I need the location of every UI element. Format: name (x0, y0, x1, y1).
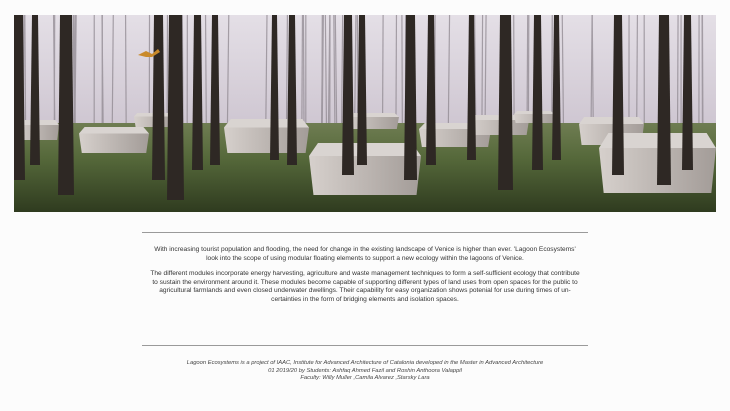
paragraph-modules: The different modules incorporate energy harvesting, agriculture and waste management techniques to form a self-sufficient ecology that contribute to sustain the environment around it. These modules become capable of supporting different types of land uses from open spaces for the public to agricultural farmlands and even closed underwater dwellings. Their capability for easy organization shows potenial for use during times of un-certainties in the form of bridging elements and isolation spaces. (150, 270, 580, 303)
far-tree-trunk (396, 15, 397, 125)
credits-line-3: Faculty: Willy Muller ,Camila Alvarez ,Starsky Lara (300, 375, 430, 382)
credits-line-2: 01 2019/20 by Students: Ashfaq Ahmed Fazil and Roshin Anthoora Valappil (268, 367, 462, 374)
far-tree-trunk (678, 15, 679, 127)
description-text (150, 246, 580, 312)
module-top (79, 127, 149, 134)
module-side (79, 134, 149, 154)
project-credits (150, 360, 580, 383)
tree-trunk (167, 15, 184, 200)
tree-trunk (404, 15, 417, 180)
far-tree-trunk (637, 15, 638, 123)
tree-trunk (498, 15, 513, 190)
far-tree-trunk (383, 15, 384, 123)
paragraph-intro: With increasing tourist population and flooding, the need for change in the existing landscape of Venice is higher than ever. 'Lagoon Ecosystems' look into the scope of using modular floating elements to support a new ecology within the lagoons of Venice. (154, 246, 576, 262)
far-tree-trunk (482, 15, 483, 125)
tree-trunk (152, 15, 165, 180)
far-tree-trunk (25, 15, 26, 128)
forest-render-image (14, 15, 716, 212)
forest-render-svg (14, 15, 716, 212)
far-tree-trunk (302, 15, 303, 131)
top-divider (142, 232, 588, 233)
tree-trunk (58, 15, 74, 195)
credits-line-1: Lagoon Ecosystems is a project of IAAC, Institute for Advanced Architecture of Catalonia developed in the Master in Advanced Architecture (186, 360, 544, 366)
tree-trunk (657, 15, 671, 185)
bottom-divider (142, 345, 588, 346)
module-top (579, 117, 644, 124)
tree-trunk (612, 15, 624, 175)
far-tree-trunk (126, 15, 127, 130)
far-tree-trunk (206, 15, 207, 132)
tree-trunk (342, 15, 354, 175)
far-tree-trunk (303, 15, 304, 129)
